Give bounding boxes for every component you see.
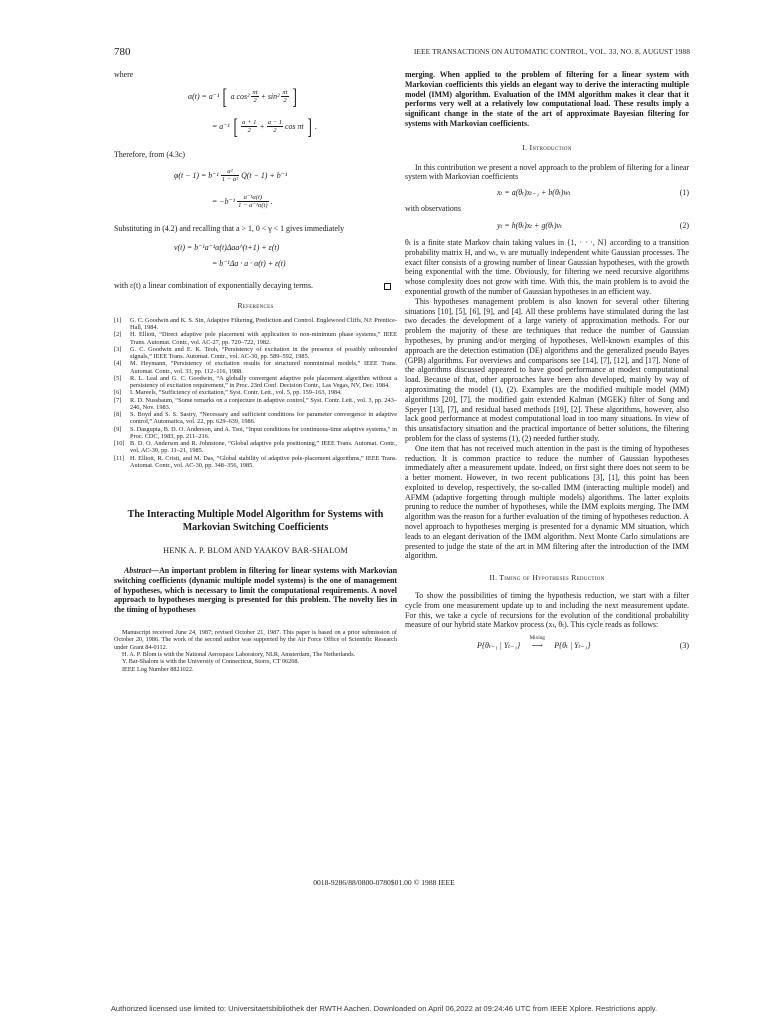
abstract-label: Abstract— [124, 566, 160, 576]
equation-alpha-1: α(t) = a⁻¹ [ a cos² $\frac{\pi t}{2}$ + sin² $\frac{\pi t}{2}$ ] [188, 83, 297, 109]
abstract-continued: merging. When applied to the problem of filtering for a linear system with Markovian coefficients this yields an elegant way to derive the interacting multiple model (IMM) algorithm. Evaluation of the IMM algorithm makes it clear that it performs very well at a relatively low computational load. These results imply a significant change in the state of the art of approximate Bayesian filtering for systems with Markovian coefficients. [405, 70, 689, 128]
left-column [114, 70, 397, 673]
reference-item [114, 360, 397, 375]
reference-item [114, 389, 397, 396]
equation-phi-1: φ(t − 1) = b⁻¹ $\frac{\text{a²}}{\text{1 − a²}}$ Q(t − 1) + b⁻¹ [174, 167, 288, 184]
timing-heading: II. Timing of Hypotheses Reduction [489, 573, 605, 583]
footnote: Y. Bar-Shalom is with the University of Connecticut, Storrs, CT 06268. [122, 658, 300, 666]
footnotes [114, 629, 397, 673]
reference-item [114, 411, 397, 426]
reference-text: S. Boyd and S. S. Sastry, “Necessary and sufficient conditions for parameter convergence in adaptive control,” Automatica, vol. 22, pp. 629–639, 1986. [130, 411, 397, 426]
journal-running-head: IEEE TRANSACTIONS ON AUTOMATIC CONTROL, VOL. 33, NO. 8, AUGUST 1988 [413, 47, 690, 56]
qed-box-icon [384, 283, 391, 290]
equation-3: P{θₜ₋₁ | Yₜ₋₁} Mixing ⟶ P{θₜ | Yₜ₋₁} (3) [477, 635, 689, 651]
footnote: Manuscript received June 24, 1987; revised October 21, 1987. This paper is based on a prior submission of October 20, 1986. The work of the second author was supported by the Air Force Office of Scientific Research under Grant 84-0112. [114, 629, 397, 651]
download-notice: Authorized licensed use limited to: Universitaetsbibliothek der RWTH Aachen. Downloaded on April 06,2022 at 09:24:46 UTC from IEEE Xplore. Restrictions apply. [110, 1004, 658, 1013]
page-header [114, 46, 690, 60]
paper-authors: HENK A. P. BLOM AND YAAKOV BAR-SHALOM [163, 546, 348, 556]
footnote: H. A. P. Blom is with the National Aerospace Laboratory, NLR, Amsterdam, The Netherlands. [122, 650, 356, 658]
right-arrow-icon: ⟶ [531, 641, 543, 651]
reference-item [114, 331, 397, 346]
reference-number: [5] [114, 374, 122, 382]
reference-number: [6] [114, 389, 122, 397]
reference-number: [7] [114, 396, 122, 404]
reference-item [114, 317, 397, 332]
intro-paragraph-3: This hypotheses management problem is also known for several other filtering situations [10], [5], [6], [9], and [4]. All these problems have stimulated during the last two decades the development of a large variety of approximation methods. For our problem the majority of these are techniques that reduce the number of Gaussian hypotheses, by pruning and/or merging of hypotheses. Well-known examples of this approach are the detection estimation (DE) algorithms and the generalized pseudo Bayes (GPB) algorithms. For overviews and comparisons see [14], [7], [12], and [17]. None of the algorithms discussed appeared to have good performance at modest computational load. Because of that, other approaches have been also developed, mainly by way of approximating the model (1), (2). Examples are the modified multiple model (MM) algorithms [20], [7], the modified gain extended Kalman (MGEK) filter of Song and Speyer [13], [7], and residual based methods [19], [2]. These algorithms, however, also lack good performance at modest computational load in too many situations. In view of this unsatisfactory situation and the practical importance of better solutions, the filtering problem for the class of systems (1), (2) needed further study. [405, 296, 689, 443]
reference-number: [4] [114, 360, 122, 368]
intro-paragraph-4: One item that has not received much attention in the past is the timing of hypotheses reduction. It is common practice to reduce the number of Gaussian hypotheses immediately after a measurement update. Indeed, on first sight there does not seem to be a better moment. However, in two recent publications [3], [1], this point has been exploited to develop, respectively, the so-called IMM (interacting multiple model) and AFMM (adaptive forgetting through multiple models) algorithms. The latter exploits pruning to reduce the number of hypotheses, while the IMM exploits merging. The IMM algorithm was the reason for a further evaluation of the timing of hypotheses reduction. A novel approach to hypotheses merging is presented for a dynamic MM situation, which leads to an elegant derivation of the IMM algorithm. Next Monte Carlo simulations are presented to judge the state of the art in MM filtering after the introduction of the IMM algorithm. [405, 443, 689, 561]
reference-item [114, 455, 397, 470]
intro-paragraph-2: θₜ is a finite state Markov chain taking values in {1, · · ·, N} according to a transition probability matrix H, and wₜ, vₜ are mutually independent white Gaussian processes. The exact filter consists of a growing number of linear Gaussian hypotheses, with the growth being exponential with the time. Obviously, for filtering we need recursive algorithms whose complexity does not grow with time. With this, the main problem is to avoid the exponential growth of the number of Gaussian hypotheses in an efficient way. [405, 237, 689, 296]
equation-v-2: = b⁻¹Δa · a · α(t) + ε(t) [212, 259, 286, 269]
right-column [405, 70, 689, 654]
reference-text: R. L. Leal and G. C. Goodwin, “A globally convergent adaptive pole placement algorithm without a persistency of excitation requirement,” in Proc. 23rd Conf. Decision Contr., Las Vegas, NV, Dec. 1984. [130, 374, 397, 390]
reference-item [114, 426, 397, 441]
with-observations-text: with observations [405, 204, 461, 214]
copyright-code: 0018-9286/88/0800-0780$01.00 © 1988 IEEE [313, 878, 455, 887]
reference-text: S. Dasgupta, B. D. O. Anderson, and A. Tsoi, “Input conditions for continuous-time adaptive systems,” in Proc. CDC, 1983, pp. 211–216. [130, 425, 397, 440]
footnote: IEEE Log Number 8821022. [122, 665, 194, 673]
equation-1: xₜ = a(θₜ)xₜ₋₁ + b(θₜ)wₜ (1) [497, 188, 689, 198]
mixing-label: Mixing [529, 635, 545, 642]
equation-alpha-2: = a⁻¹ [ $\frac{a + 1}{2}$ + $\frac{a - 1}{2}$ cos πt ] . [212, 113, 317, 139]
reference-text: G. C. Goodwin and E. K. Teoh, “Persistency of excitation in the presence of possibly unbounded signals,” IEEE Trans. Automat. Contr., vol. AC-30, pp. 589–592, 1985. [130, 345, 397, 361]
equation-v-1: v(t) = b⁻¹a⁻¹α(t)Δaa^(t+1) + ε(t) [174, 243, 280, 253]
epsilon-text: with ε(t) a linear combination of exponentially decaying terms. [114, 281, 397, 291]
reference-number: [9] [114, 425, 122, 433]
abstract-text: An important problem in filtering for linear systems with Markovian switching coefficients (dynamic multiple model systems) is the one of management of hypotheses, which is necessary to limit the computational requirements. A novel approach to hypotheses merging is presented for this problem. The novelty lies in the timing of hypotheses [114, 566, 397, 615]
reference-text: B. D. O. Anderson and R. Johnstone, “Global adaptive pole positioning,” IEEE Trans. Automat. Contr., vol. AC-30, pp. 11–21, 1985. [130, 440, 397, 455]
reference-text: I. Mareels, “Sufficiency of excitation,” Syst. Contr. Lett., vol. 5, pp. 159–163, 1984. [130, 389, 342, 397]
reference-text: G. C. Goodwin and K. S. Sin, Adaptive Filtering, Prediction and Control. Englewood Cliffs, NJ: Prentice-Hall, 1984. [130, 316, 397, 332]
reference-number: [1] [114, 316, 122, 324]
equation-2: yₜ = h(θₜ)xₜ + g(θₜ)vₜ (2) [497, 220, 689, 230]
abstract [114, 566, 397, 615]
reference-item [114, 346, 397, 361]
mixing-arrow [522, 635, 552, 651]
page-number: 780 [114, 46, 131, 58]
reference-number: [8] [114, 411, 122, 419]
reference-item [114, 397, 397, 412]
reference-number: [3] [114, 345, 122, 353]
where-label: where [114, 70, 134, 79]
therefore-text: Therefore, from (4.3c) [114, 149, 185, 159]
reference-number: [2] [114, 331, 122, 339]
reference-text: H. Elliott, R. Cristi, and M. Das, “Global stability of adaptive pole-placement algorithms,” IEEE Trans. Automat. Contr., vol. AC-30, pp. 348–356, 1985. [130, 454, 397, 469]
intro-paragraph-1: In this contribution we present a novel approach to the problem of filtering for a linear system with Markovian coefficients [405, 162, 689, 182]
reference-item [114, 375, 397, 390]
equation-phi-2: = −b⁻¹ $\frac{\text{a⁻¹α(t)}}{\text{1 − a⁻¹α(t)}}$ . [212, 193, 273, 210]
paper-title: The Interacting Multiple Model Algorithm for Systems with Markovian Switching Coefficients [127, 509, 384, 533]
reference-number: [10] [114, 440, 125, 448]
reference-list [114, 317, 397, 469]
timing-paragraph-1: To show the possibilities of timing the hypothesis reduction, we start with a filter cycle from one measurement update up to and including the next measurement update. For this, we take a cycle of recursions for the evolution of the conditional probability measure of our hybrid state Markov process (xₜ, θₜ). This cycle reads as follows: [405, 591, 689, 630]
reference-text: R. D. Nussbaum, “Some remarks on a conjecture in adaptive control,” Syst. Contr. Lett., vol. 3, pp. 243–246, Nov. 1983. [130, 396, 397, 411]
reference-item [114, 440, 397, 455]
references-heading: References [237, 301, 274, 311]
reference-text: M. Heymann, “Persistency of excitation results for structured nonminimal models,” IEEE Trans. Automat. Contr., vol. 33, pp. 112–116, 1988. [130, 360, 397, 375]
reference-number: [11] [114, 454, 125, 462]
substituting-text: Substituting in (4.2) and recalling that a > 1, 0 < γ < 1 gives immediately [114, 223, 345, 233]
introduction-heading: I. Introduction [522, 142, 572, 152]
reference-text: H. Elliott, “Direct adaptive pole placement with application to non-minimum phase systems,” IEEE Trans. Automat. Contr., vol. AC-27, pp. 720–722, 1982. [130, 331, 397, 346]
